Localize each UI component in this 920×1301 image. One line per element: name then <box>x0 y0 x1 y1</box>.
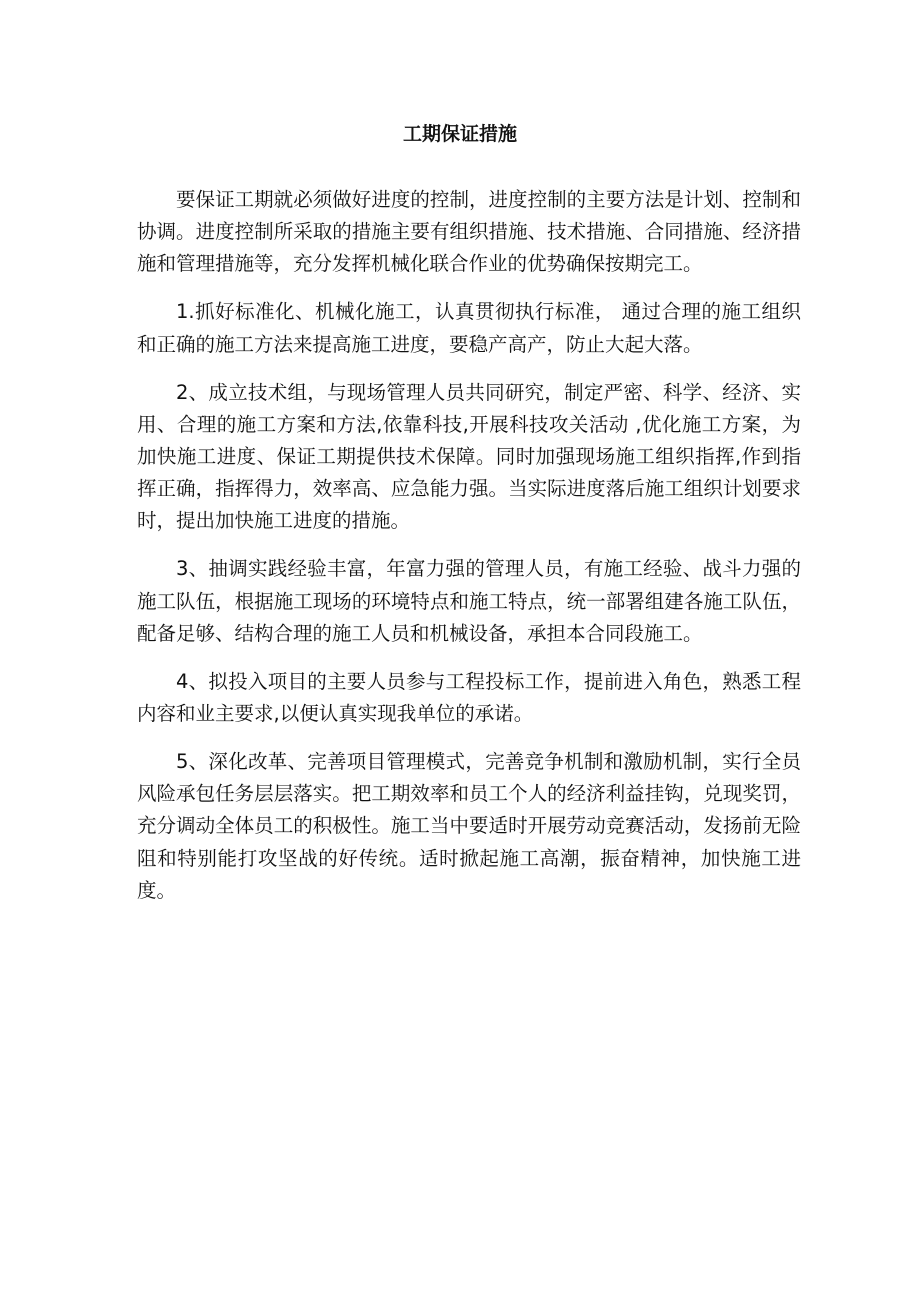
paragraph-item-4: 4、拟投入项目的主要人员参与工程投标工作，提前进入角色，熟悉工程内容和业主要求,以便认真实现我单位的承诺。 <box>137 669 801 726</box>
document-body <box>137 184 801 923</box>
paragraph-item-5: 5、深化改革、完善项目管理模式，完善竞争机制和激励机制，实行全员风险承包任务层层落实。把工期效率和员工个人的经济利益挂钩，兑现奖罚，充分调动全体员工的积极性。施工当中要适时开展劳动竞赛活动，发扬前无险阻和特别能打攻坚战的好传统。适时掀起施工高潮，振奋精神，加快施工进度。 <box>137 750 801 902</box>
paragraph-intro: 要保证工期就必须做好进度的控制，进度控制的主要方法是计划、控制和协调。进度控制所采取的措施主要有组织措施、技术措施、合同措施、经济措施和管理措施等，充分发挥机械化联合作业的优势确保按期完工。 <box>137 188 801 276</box>
paragraph-item-3: 3、抽调实践经验丰富，年富力强的管理人员，有施工经验、战斗力强的施工队伍，根据施工现场的环境特点和施工特点，统一部署组建各施工队伍，配备足够、结构合理的施工人员和机械设备，承担本合同段施工。 <box>137 557 801 645</box>
paragraph-item-1: 1.抓好标准化、机械化施工，认真贯彻执行标准， 通过合理的施工组织和正确的施工方法来提高施工进度，要稳产高产，防止大起大落。 <box>137 300 801 356</box>
document-title: 工期保证措施 <box>402 123 517 145</box>
paragraph-item-2: 2、成立技术组，与现场管理人员共同研究，制定严密、科学、经济、实用、合理的施工方案和方法,依靠科技,开展科技攻关活动 ,优化施工方案，为加快施工进度、保证工期提供技术保障。同时加强现场施工组织指挥,作到指挥正确，指挥得力，效率高、应急能力强。当实际进度落后施工组织计划要求时，提出加快施工进度的措施。 <box>137 380 801 533</box>
